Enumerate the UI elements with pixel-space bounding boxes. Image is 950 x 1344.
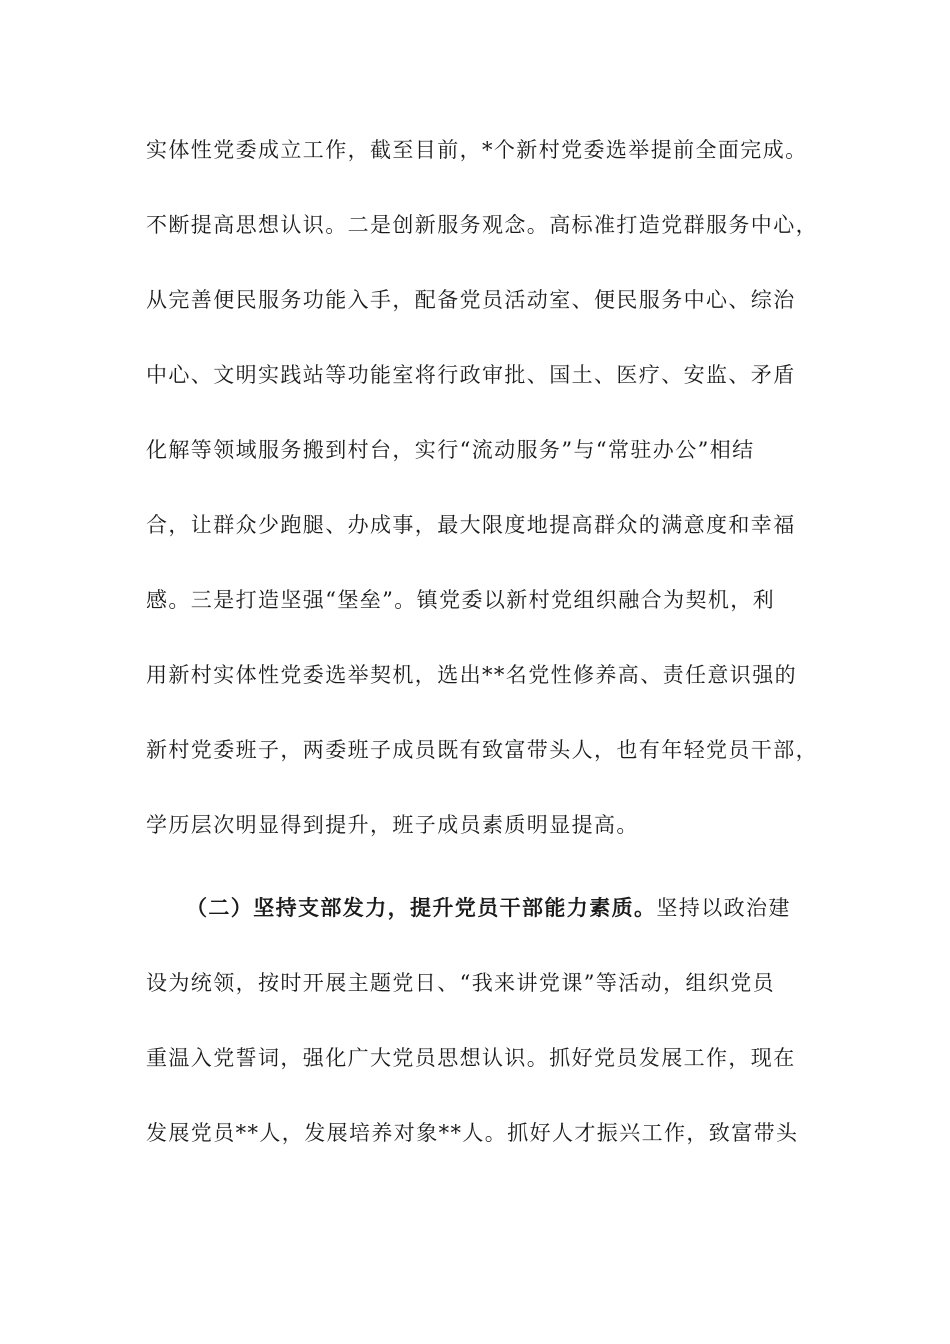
paragraph-2-line-1 <box>186 895 806 921</box>
paragraph-1-line-10: 学历层次明显得到提升，班子成员素质明显提高。 <box>146 813 639 837</box>
paragraph-2-line-4: 发展党员**人，发展培养对象**人。抓好人才振兴工作，致富带头 <box>146 1121 799 1145</box>
paragraph-2-line-2: 设为统领，按时开展主题党日、“我来讲党课”等活动，组织党员 <box>146 971 776 995</box>
paragraph-1-line-9: 新村党委班子，两委班子成员既有致富带头人，也有年轻党员干部， <box>146 738 818 762</box>
paragraph-1-line-4: 中心、文明实践站等功能室将行政审批、国土、医疗、安监、矛盾 <box>146 363 796 387</box>
section-heading: （二）坚持支部发力，提升党员干部能力素质。 <box>186 895 657 920</box>
paragraph-2-line-1-rest: 坚持以政治建 <box>656 896 791 920</box>
paragraph-1-line-1: 实体性党委成立工作，截至目前，*个新村党委选举提前全面完成。 <box>146 138 808 162</box>
paragraph-1-line-7: 感。三是打造坚强“堡垒”。镇党委以新村党组织融合为契机，利 <box>146 588 776 612</box>
paragraph-1-line-2: 不断提高思想认识。二是创新服务观念。高标准打造党群服务中心， <box>146 213 818 237</box>
paragraph-1-line-5: 化解等领域服务搬到村台，实行“流动服务”与“常驻办公”相结 <box>146 438 755 462</box>
paragraph-1-line-6: 合，让群众少跑腿、办成事，最大限度地提高群众的满意度和幸福 <box>146 513 796 537</box>
paragraph-2-line-3: 重温入党誓词，强化广大党员思想认识。抓好党员发展工作，现在 <box>146 1046 796 1070</box>
paragraph-1-line-8: 用新村实体性党委选举契机，选出**名党性修养高、责任意识强的 <box>146 663 797 687</box>
paragraph-1-line-3: 从完善便民服务功能入手，配备党员活动室、便民服务中心、综治 <box>146 288 796 312</box>
